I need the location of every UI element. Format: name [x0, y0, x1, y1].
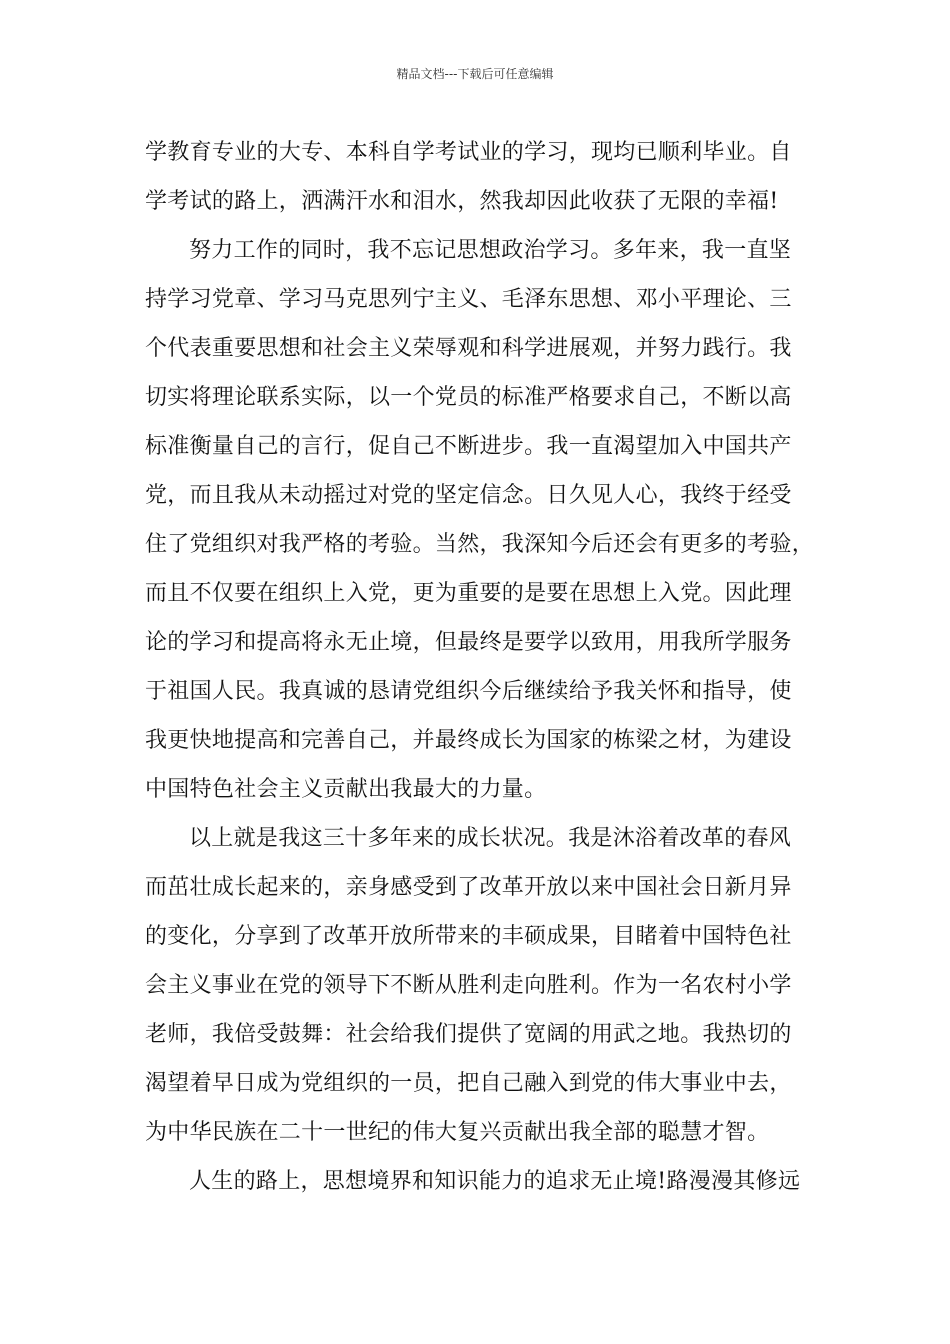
page-header: 精品文档---下载后可任意编辑 — [396, 67, 554, 81]
text-line: 我更快地提高和完善自己，并最终成长为国家的栋梁之材，为建设 — [145, 728, 792, 753]
text-line: 为中华民族在二十一世纪的伟大复兴贡献出我全部的聪慧才智。 — [145, 1120, 770, 1145]
text-line: 会主义事业在党的领导下不断从胜利走向胜利。作为一名农村小学 — [145, 973, 792, 998]
paragraph-start-line: 努力工作的同时，我不忘记思想政治学习。多年来，我一直坚 — [189, 238, 792, 263]
text-line: 而且不仅要在组织上入党，更为重要的是要在思想上入党。因此理 — [145, 581, 792, 606]
text-line: 于祖国人民。我真诚的恳请党组织今后继续给予我关怀和指导，使 — [145, 679, 792, 704]
paragraph-start-line: 人生的路上，思想境界和知识能力的追求无止境!路漫漫其修远 — [189, 1169, 801, 1194]
body-text — [145, 128, 825, 1206]
text-line: 切实将理论联系实际，以一个党员的标准严格要求自己，不断以高 — [145, 385, 792, 410]
text-line: 渴望着早日成为党组织的一员，把自己融入到党的伟大事业中去， — [145, 1071, 792, 1096]
text-line: 标准衡量自己的言行，促自己不断进步。我一直渴望加入中国共产 — [145, 434, 792, 459]
text-line: 论的学习和提高将永无止境，但最终是要学以致用，用我所学服务 — [145, 630, 792, 655]
text-line: 党，而且我从未动摇过对党的坚定信念。日久见人心，我终于经受 — [145, 483, 792, 508]
text-line: 的变化，分享到了改革开放所带来的丰硕成果，目睹着中国特色社 — [145, 924, 792, 949]
text-line: 而茁壮成长起来的，亲身感受到了改革开放以来中国社会日新月异 — [145, 875, 792, 900]
text-line: 老师，我倍受鼓舞：社会给我们提供了宽阔的用武之地。我热切的 — [145, 1022, 792, 1047]
text-line: 学考试的路上，洒满汗水和泪水，然我却因此收获了无限的幸福! — [145, 189, 779, 214]
text-line: 持学习党章、学习马克思列宁主义、毛泽东思想、邓小平理论、三 — [145, 287, 792, 312]
text-line: 学教育专业的大专、本科自学考试业的学习，现均已顺利毕业。自 — [145, 140, 792, 165]
text-line: 中国特色社会主义贡献出我最大的力量。 — [145, 777, 547, 802]
paragraph-start-line: 以上就是我这三十多年来的成长状况。我是沐浴着改革的春风 — [189, 826, 792, 851]
text-line: 个代表重要思想和社会主义荣辱观和科学进展观，并努力践行。我 — [145, 336, 792, 361]
text-line: 住了党组织对我严格的考验。当然，我深知今后还会有更多的考验， — [145, 532, 815, 557]
